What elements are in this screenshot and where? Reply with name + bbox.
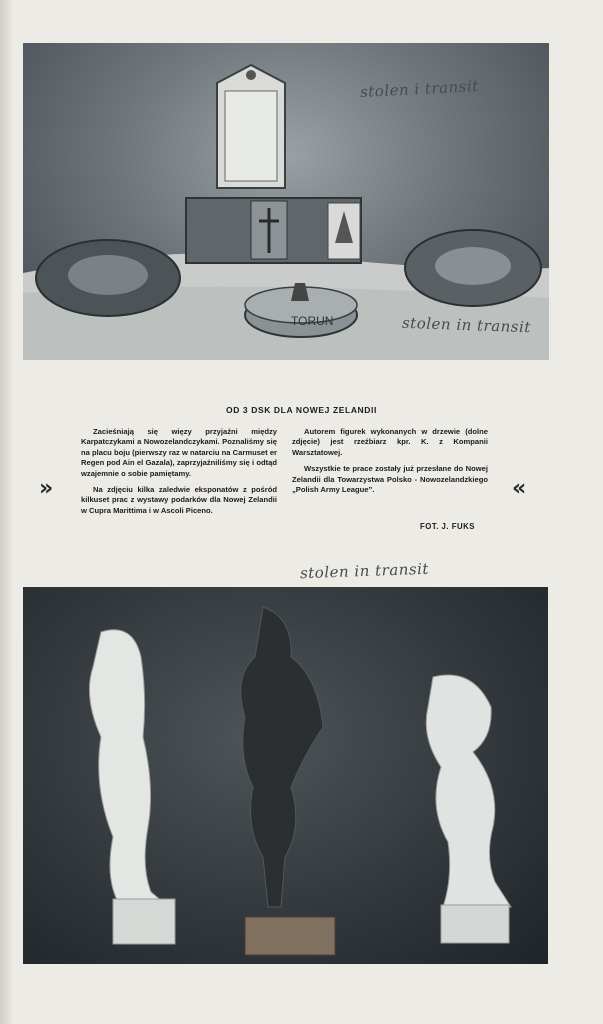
right-ashtray [405,230,541,306]
page-binding-edge [0,0,12,1024]
wooden-chest [186,198,361,263]
paragraph: Zacieśniają się więzy przyjaźni między Karpatczykami a Nowozelandczykami. Poznaliśmy się na placu boju (pierwszy raz w natarciu na Carmuset er Regen pod Ain el Gazala), zaprzyjaźniliśmy się i odtąd wzajemnie o sobie pamiętamy. [81,427,277,478]
paragraph: Na zdjęciu kilka zaledwie eksponatów z pośród kilkuset prac z wystawy podarków dla Nowej Zelandii w Cupra Marittima i w Ascoli Piceno. [81,485,277,515]
article-heading: OD 3 DSK DLA NOWEJ ZELANDII [226,405,377,415]
bottom-photograph [23,587,548,964]
handwritten-note-bottom: stolen in transit [299,559,430,583]
paragraph: Wszystkie te prace zostały już przesłane do Nowej Zelandii dla Towarzystwa Polsko - Nowozelandzkiego „Polish Army League”. [292,464,488,495]
right-white-figurine [426,675,511,943]
left-white-figurine [89,630,175,944]
right-chevron-ornament: « [512,476,527,501]
mirror-stand [217,65,285,188]
article-column-right [292,427,488,501]
bottom-photo-illustration [23,587,548,964]
left-ashtray [36,240,180,316]
dish-inscription: TORUN [291,314,334,328]
middle-dark-figurine [241,607,335,955]
paragraph: Autorem figurek wykonanych w drzewie (dolne zdjęcie) jest rzeźbiarz kpr. K. z Kompanii Warsztatowej. [292,427,488,457]
left-chevron-ornament: » [39,476,54,501]
handwritten-note-top: stolen i transit [359,76,480,102]
handwritten-note-middle: stolen in transit [401,313,532,337]
article-column-left [81,427,277,522]
photo-credit: FOT. J. FUKS [420,522,475,531]
